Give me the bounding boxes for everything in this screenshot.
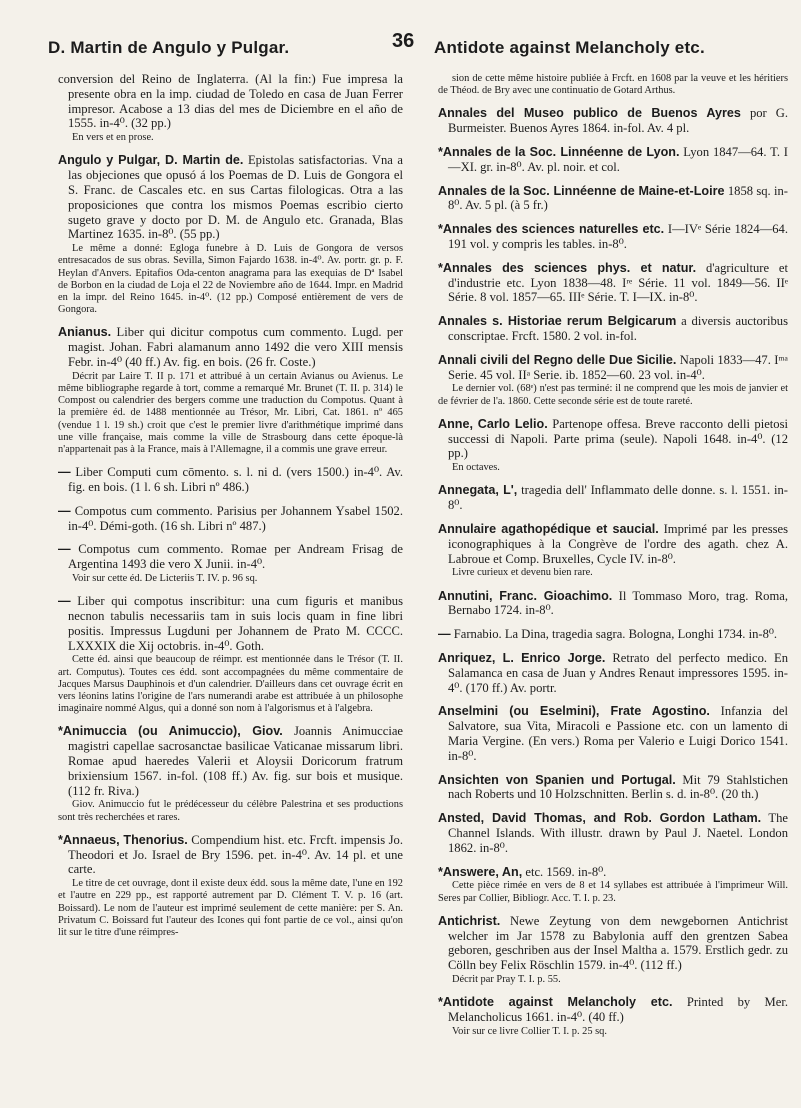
entry-note: Décrit par Laire T. II p. 171 et attribué à un certain Avianus ou Avienus. Le même bibliographe regarde à tort, comme a remarqué Mr. Brunet (T. II. p. 314) le Compost ou calendrier des bergers comme une traduction du Compotus. Quant à la première éd. de 1488 mentionnée au Trésor, Mr. Libri, Cat. 1861. nº 465 (vendue 1 l. 19 sh.) croit que c'est le premier livre d'arithmétique imprimé dans une ville française, mais comme la ville de Strasbourg dans cette époque-là n'appartenait pas à la France, mais à l'Allemagne, il a commis une grave erreur. bbox=[58, 370, 403, 455]
entry-heading: — bbox=[58, 542, 71, 557]
entry-body: Imprimé par les presses iconographiques à la Congrève de l'ordre des agath. chez A. Labroue et Comp. Bruxelles, Cycle IV. in-8⁰. bbox=[448, 521, 788, 566]
entry-heading: Antichrist. bbox=[438, 913, 501, 928]
entry-heading: Annali civili del Regno delle Due Sicilie. bbox=[438, 352, 677, 367]
catalog-entry bbox=[438, 811, 788, 855]
entry-heading: Annegata, L', bbox=[438, 483, 518, 498]
entry-text bbox=[58, 72, 403, 131]
entry-text bbox=[438, 995, 788, 1025]
entry-note: Giov. Animuccio fut le prédécesseur du célèbre Palestrina et ses productions sont très recherchées et rares. bbox=[58, 799, 403, 823]
catalog-entry bbox=[438, 222, 788, 252]
entry-heading: Ansted, David Thomas, and Rob. Gordon Latham. bbox=[438, 811, 762, 826]
entry-heading: Annales del Museo publico de Buenos Ayres bbox=[438, 106, 741, 121]
entry-body: Compotus cum commento. Romae per Andream Frisag de Argentina 1493 die vero X Junii. in-4⁰. bbox=[68, 542, 403, 572]
catalog-entry bbox=[58, 833, 403, 939]
entry-text bbox=[438, 314, 788, 344]
entry-note: Le titre de cet ouvrage, dont il existe deux édd. sous la même date, l'une en 192 et l'autre en 229 pp., est rapporté autrement par D. Clément T. V. p. 16 (art. Boissard). Le nom de l'auteur est imprimé seulement de cette manière: per S. An. Privatum C. Boissard fut l'auteur des Icones qui font partie de ce vol., ainsi qu'on lit sur le titre d'une réimpres- bbox=[58, 878, 403, 938]
entry-body: conversion del Reino de Inglaterra. (Al la fin:) Fue impresa la presente obra en la imp. ciudad de Toledo en casa de Juan Ferrer impresor. Acabose a 13 dias del mes de Diciembre en el año de 1555. in-4⁰. (32 pp.) bbox=[58, 72, 403, 131]
catalog-entry bbox=[438, 483, 788, 513]
entry-heading: Anianus. bbox=[58, 325, 112, 340]
entry-body: Farnabio. La Dina, tragedia sagra. Bologna, Longhi 1734. in-8⁰. bbox=[453, 627, 778, 642]
catalog-entry bbox=[438, 184, 788, 214]
entry-note: Voir sur ce livre Collier T. I. p. 25 sq. bbox=[452, 1025, 607, 1037]
entry-note: Livre curieux et devenu bien rare. bbox=[452, 567, 593, 579]
entry-heading: Annales s. Historiae rerum Belgicarum bbox=[438, 314, 677, 329]
entry-text bbox=[438, 353, 788, 383]
entry-note: Décrit par Pray T. I. p. 55. bbox=[452, 973, 561, 985]
entry-text bbox=[438, 145, 788, 175]
catalog-entry bbox=[438, 417, 788, 475]
catalog-entry bbox=[58, 504, 403, 534]
entry-heading: — bbox=[58, 465, 71, 480]
catalog-entry bbox=[438, 145, 788, 175]
entry-heading: *Annales de la Soc. Linnéenne de Lyon. bbox=[438, 145, 680, 159]
entry-text bbox=[438, 417, 788, 461]
entry-heading: Annutini, Franc. Gioachimo. bbox=[438, 588, 613, 603]
entry-body: Liber qui compotus inscribitur: una cum figuris et manibus necnon tabulis necessariis tam in suis locis quam in fine libri positis. Impressus Lugduni per Johannem de Prato M. CCCC. LXXXIX die Xij octobris. in-4⁰. Goth. bbox=[68, 594, 403, 653]
entry-text bbox=[438, 865, 788, 880]
catalog-entry bbox=[438, 995, 788, 1038]
page-number: 36 bbox=[392, 30, 415, 52]
entry-body: I—IVᵉ Série 1824—64. 191 vol. y compris les tables. in-8⁰. bbox=[448, 222, 788, 251]
entry-body: The Channel Islands. With illustr. drawn by Paul J. Naetel. London 1862. in-8⁰. bbox=[448, 811, 788, 855]
catalog-entry bbox=[58, 72, 403, 144]
entry-note: sion de cette même histoire publiée à Frcft. en 1608 par la veuve et les héritiers de Théod. de Bry avec une continuatio de Gotard Arthus. bbox=[438, 73, 788, 97]
entry-note: En vers et en prose. bbox=[72, 132, 154, 144]
entry-text bbox=[438, 106, 788, 136]
catalog-entry bbox=[438, 651, 788, 695]
entry-text bbox=[438, 811, 788, 855]
catalog-entry bbox=[58, 542, 403, 585]
catalog-entry bbox=[438, 865, 788, 905]
entry-text bbox=[438, 914, 788, 973]
entry-note: En octaves. bbox=[452, 462, 500, 474]
entry-body: Retrato del perfecto medico. En Salamanca en casa de Juan y Andres Renaut impressores 1595. in-4⁰. (170 ff.) Av. portr. bbox=[448, 650, 788, 695]
catalog-entry bbox=[58, 465, 403, 495]
entry-body: Epistolas satisfactorias. Vna a las objeciones que opusó á los Poemas de D. Luis de Gongora el S. Franc. de Cascales etc. en sus Cartas filologicas. Otra a las proposiciones que contra los mismos Poemas escribio cierto sugeto grave y docto por D. M. de Angulo etc. Granada, Blas Martinez 1635. in-8⁰. (55 pp.) bbox=[68, 153, 403, 242]
entry-body: Compotus cum commento. Parisius per Johannem Ysabel 1502. in-4⁰. Démi-goth. (16 sh. Libri nº 487.) bbox=[68, 503, 403, 533]
running-head-right: Antidote against Melancholy etc. bbox=[434, 38, 705, 57]
catalog-entry bbox=[438, 314, 788, 344]
entry-heading: *Answere, An, bbox=[438, 864, 523, 879]
entry-text bbox=[438, 522, 788, 566]
entry-text bbox=[438, 627, 788, 642]
entry-text bbox=[438, 704, 788, 763]
entry-body: Printed by Mer. Melancholicus 1661. in-4⁰. (40 ff.) bbox=[448, 995, 788, 1024]
entry-heading: *Annaeus, Thenorius. bbox=[58, 832, 188, 847]
entry-heading: Anselmini (ou Eselmini), Frate Agostino. bbox=[438, 704, 710, 719]
entry-text bbox=[58, 504, 403, 534]
entry-body: Napoli 1833—47. Iᵐᵃ Serie. 45 vol. IIᵃ Serie. ib. 1852—60. 23 vol. in-4⁰. bbox=[448, 352, 788, 382]
entry-text bbox=[58, 465, 403, 495]
catalog-entry bbox=[438, 773, 788, 803]
entry-body: Liber qui dicitur compotus cum commento. Lugd. per magist. Johan. Fabri alamanum anno 1492 die vero XIII mensis Febr. in-4⁰ (40 ff.) Av. fig. en bois. (26 fr. Coste.) bbox=[68, 325, 403, 369]
entry-body: Liber Computi cum cōmento. s. l. ni d. (vers 1500.) in-4⁰. Av. fig. en bois. (1 l. 6 sh. Libri nº 486.) bbox=[68, 465, 403, 494]
entry-heading: Anne, Carlo Lelio. bbox=[438, 416, 548, 431]
entry-heading: Anriquez, L. Enrico Jorge. bbox=[438, 650, 606, 665]
entry-body: Il Tommaso Moro, trag. Roma, Bernabo 1724. in-8⁰. bbox=[448, 588, 788, 618]
catalog-entry bbox=[438, 261, 788, 305]
entry-body: a diversis auctoribus conscriptae. Frcft. 1580. 2 vol. in-fol. bbox=[448, 314, 788, 343]
catalog-entry bbox=[438, 106, 788, 136]
catalog-entry bbox=[58, 724, 403, 823]
entry-heading: *Antidote against Melancholy etc. bbox=[438, 995, 673, 1010]
entry-text bbox=[438, 651, 788, 695]
entry-text bbox=[58, 153, 403, 242]
running-head-left: D. Martin de Angulo y Pulgar. bbox=[48, 38, 290, 57]
entry-note: Voir sur cette éd. De Licteriis T. IV. p. 96 sq. bbox=[72, 572, 258, 584]
entry-body: 1858 sq. in-8⁰. Av. 5 pl. (à 5 fr.) bbox=[448, 183, 788, 213]
catalog-entry bbox=[58, 325, 403, 456]
entry-body: Infanzia del Salvatore, sua Vita, Miracoli e Passione etc. con un lamento di Maria Vergine. (En vers.) Roma per Valerio e Luigi Dorico 1541. in-8⁰. bbox=[448, 704, 788, 763]
entry-heading: *Animuccia (ou Animuccio), Giov. bbox=[58, 724, 283, 739]
catalog-entry bbox=[438, 589, 788, 619]
catalog-entry bbox=[58, 594, 403, 715]
entry-body: por G. Burmeister. Buenos Ayres 1864. in-fol. Av. 4 pl. bbox=[448, 106, 788, 136]
entry-heading: — bbox=[438, 627, 451, 642]
entry-text bbox=[58, 325, 403, 369]
entry-text bbox=[438, 184, 788, 214]
entry-heading: Annales de la Soc. Linnéenne de Maine-et-Loire bbox=[438, 183, 725, 198]
entry-note: Le dernier vol. (68ᵉ) n'est pas terminé: il ne comprend que les mois de janvier et de février de l'a. 1860. Cette seconde série est de toute rareté. bbox=[438, 383, 788, 407]
entry-text bbox=[58, 724, 403, 798]
entry-body: tragedia dell' Inflammato delle donne. s. l. 1551. in-8⁰. bbox=[448, 483, 788, 513]
entry-body: Joannis Animucciae magistri capellae sacrosanctae basilicae Vaticanae missarum libri. Romae apud haeredes Valerii et Aloysii Doricorum fratrum brixiensium 1567. in-fol. (108 ff.) Av. fig. sur bois et musique. (112 fr. Riva.) bbox=[68, 724, 403, 798]
catalog-entry bbox=[438, 704, 788, 763]
entry-body: Compendium hist. etc. Frcft. impensis Jo. Theodori et Jo. Israel de Bry 1596. pet. in-4⁰. Av. 14 pl. et une carte. bbox=[68, 832, 403, 877]
catalog-entry bbox=[438, 914, 788, 986]
entry-heading: Annulaire agathopédique et saucial. bbox=[438, 521, 659, 536]
entry-text bbox=[438, 589, 788, 619]
entry-heading: Angulo y Pulgar, D. Martin de. bbox=[58, 153, 244, 168]
catalog-entry bbox=[438, 73, 788, 97]
entry-body: d'agriculture et d'industrie etc. Lyon 1838—48. Iʳᵉ Série. 11 vol. 1849—56. IIᵉ Série. 8 vol. 1857—65. IIIᵉ Série. T. I—IX. in-8⁰. bbox=[448, 260, 788, 305]
entry-heading: *Annales des sciences phys. et natur. bbox=[438, 260, 697, 275]
catalog-entry bbox=[438, 522, 788, 580]
entry-text bbox=[438, 261, 788, 305]
entry-heading: — bbox=[58, 594, 71, 609]
entry-body: Lyon 1847—64. T. I—XI. gr. in-8⁰. Av. pl. noir. et col. bbox=[448, 145, 788, 174]
left-column bbox=[58, 72, 403, 948]
entry-text bbox=[438, 483, 788, 513]
entry-body: Newe Zeytung von dem newgebornen Antichrist welcher im Jar 1578 zu Babylonia auff den grentzen Sabea geboren, geschriben aus der Insel Maltha a. 1579. Erstlich gedr. zu Cölln bey Felix Röschlin 1579. in-4⁰. (112 ff.) bbox=[448, 913, 788, 973]
entry-heading: Ansichten von Spanien und Portugal. bbox=[438, 772, 676, 787]
entry-text bbox=[58, 833, 403, 877]
catalog-entry bbox=[58, 153, 403, 316]
catalog-entry bbox=[438, 353, 788, 408]
right-column bbox=[438, 72, 788, 1047]
entry-note: Cette pièce rimée en vers de 8 et 14 syllabes est attribuée à l'imprimeur Will. Seres par Collier, Bibliogr. Acc. T. I. p. 23. bbox=[438, 880, 788, 904]
entry-heading: — bbox=[58, 503, 71, 518]
entry-text bbox=[58, 594, 403, 653]
entry-text bbox=[438, 773, 788, 803]
entry-body: Mit 79 Stahlstichen nach Roberts und 10 Holzschnitten. Berlin s. d. in-8⁰. (20 th.) bbox=[448, 772, 788, 802]
entry-note: Le même a donné: Egloga funebre à D. Luis de Gongora de versos entresacados de sus obras. Sevilla, Simon Fajardo 1638. in-4⁰. Av. portr. gr. p. F. Heylan d'Anvers. Epitafios Oda-centon anagrama para las exequias de Dª Isabel de Borbon en la ciudad de Loja el 22 de Noviembre año de 1644. Impr. en Madrid en la impr. del Reino 1645. in-4⁰. (12 pp.) Composé entièrement de vers de Gongora. bbox=[58, 243, 403, 316]
entry-note: Cette éd. ainsi que beaucoup de réimpr. est mentionnée dans le Trésor (T. II. art. Computus). Toutes ces édd. sont accompagnées du même commentaire de Jacques Marsus Dauphinois et d'un calendrier. D'ailleurs dans cet ouvrage écrit en vers léonins latins l'origine de l'ars numerandi arabe est attribuée à un philosophe imaginaire nommé Algus, qui a donné son nom à l'algorismus et à l'algebra. bbox=[58, 654, 403, 715]
catalog-entry bbox=[438, 627, 788, 642]
entry-body: Partenope offesa. Breve racconto delli pietosi successi di Napoli. Parte prima (seule). Napoli 1648. in-4⁰. (12 pp.) bbox=[448, 416, 788, 461]
entry-heading: *Annales des sciences naturelles etc. bbox=[438, 222, 665, 237]
entry-body: etc. 1569. in-8⁰. bbox=[525, 864, 607, 879]
entry-text bbox=[58, 542, 403, 572]
entry-text bbox=[438, 222, 788, 252]
